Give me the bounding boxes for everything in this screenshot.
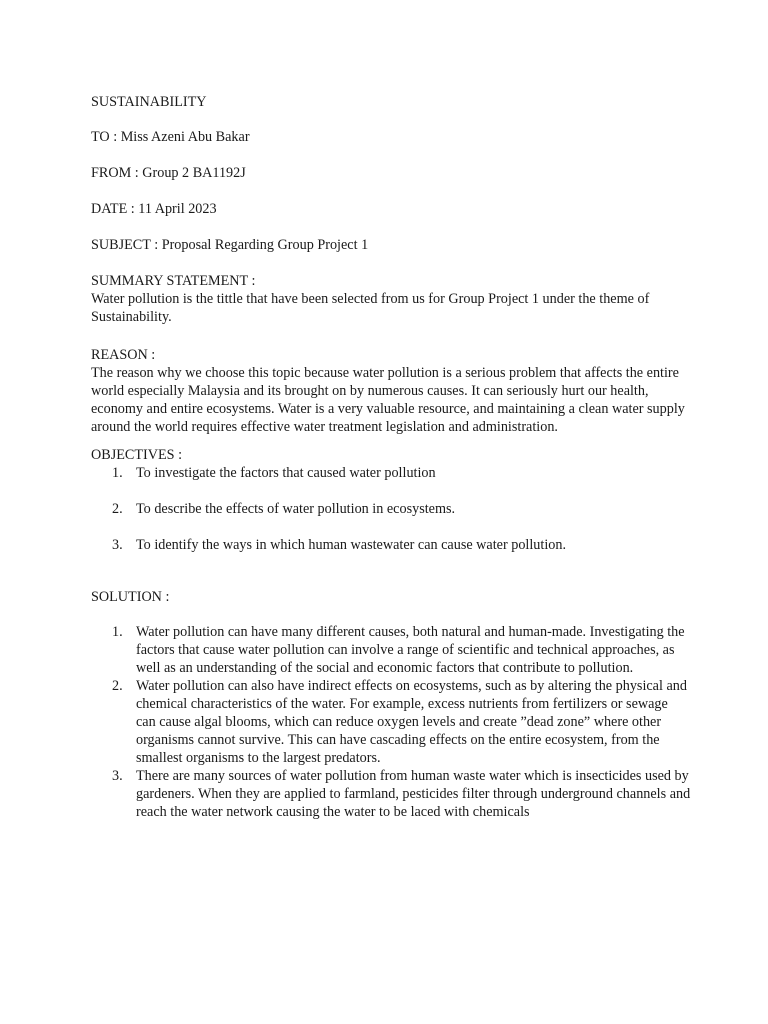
document-heading: SUSTAINABILITY [91,94,207,110]
summary-heading: SUMMARY STATEMENT : [91,273,256,289]
list-number: 1. [112,624,123,640]
list-item-text: Water pollution can have many different causes, both natural and human-made. Investigating the factors that cause water pollution can involve a range of scientific and technical approaches, as well as an understanding of the social and economic factors that contribute to pollution. [136,624,685,676]
list-item-text: To investigate the factors that caused water pollution [136,465,436,481]
reason-text: The reason why we choose this topic because water pollution is a serious problem that affects the entire world especially Malaysia and its brought on by numerous causes. It can seriously hurt our health, economy and entire ecosystems. Water is a very valuable resource, and maintaining a clean water supply around the world requires effective water treatment legislation and administration. [91,365,685,435]
document-page [91,93,691,821]
solution-list [91,623,691,821]
list-item [91,536,691,554]
objectives-heading: OBJECTIVES : [91,447,183,463]
list-item [91,623,691,677]
list-item-text: There are many sources of water pollution from human waste water which is insecticides used by gardeners. When they are applied to farmland, pesticides filter through underground channels and reach the water network causing the water to be laced with chemicals [136,768,691,820]
list-number: 3. [112,768,123,784]
list-item [91,677,691,767]
memo-subject: SUBJECT : Proposal Regarding Group Project 1 [91,237,369,253]
memo-from: FROM : Group 2 BA1192J [91,165,246,181]
reason-heading: REASON : [91,347,156,363]
memo-to: TO : Miss Azeni Abu Bakar [91,129,250,145]
memo-date: DATE : 11 April 2023 [91,201,217,217]
list-number: 2. [112,501,123,517]
list-item [91,464,691,482]
list-number: 1. [112,465,123,481]
summary-text: Water pollution is the tittle that have been selected from us for Group Project 1 under the theme of Sustainability. [91,291,650,325]
list-item-text: Water pollution can also have indirect effects on ecosystems, such as by altering the physical and chemical characteristics of the water. For example, excess nutrients from fertilizers or sewage can cause algal blooms, which can reduce oxygen levels and create ”dead zone” where other organisms cannot survive. This can have cascading effects on the entire ecosystem, from the smallest organisms to the largest predators. [136,678,687,766]
list-number: 2. [112,678,123,694]
objectives-list [91,464,691,554]
solution-heading: SOLUTION : [91,589,170,605]
list-item-text: To describe the effects of water pollution in ecosystems. [136,501,456,517]
list-item [91,500,691,518]
list-number: 3. [112,537,123,553]
list-item [91,767,691,821]
list-item-text: To identify the ways in which human wastewater can cause water pollution. [136,537,567,553]
